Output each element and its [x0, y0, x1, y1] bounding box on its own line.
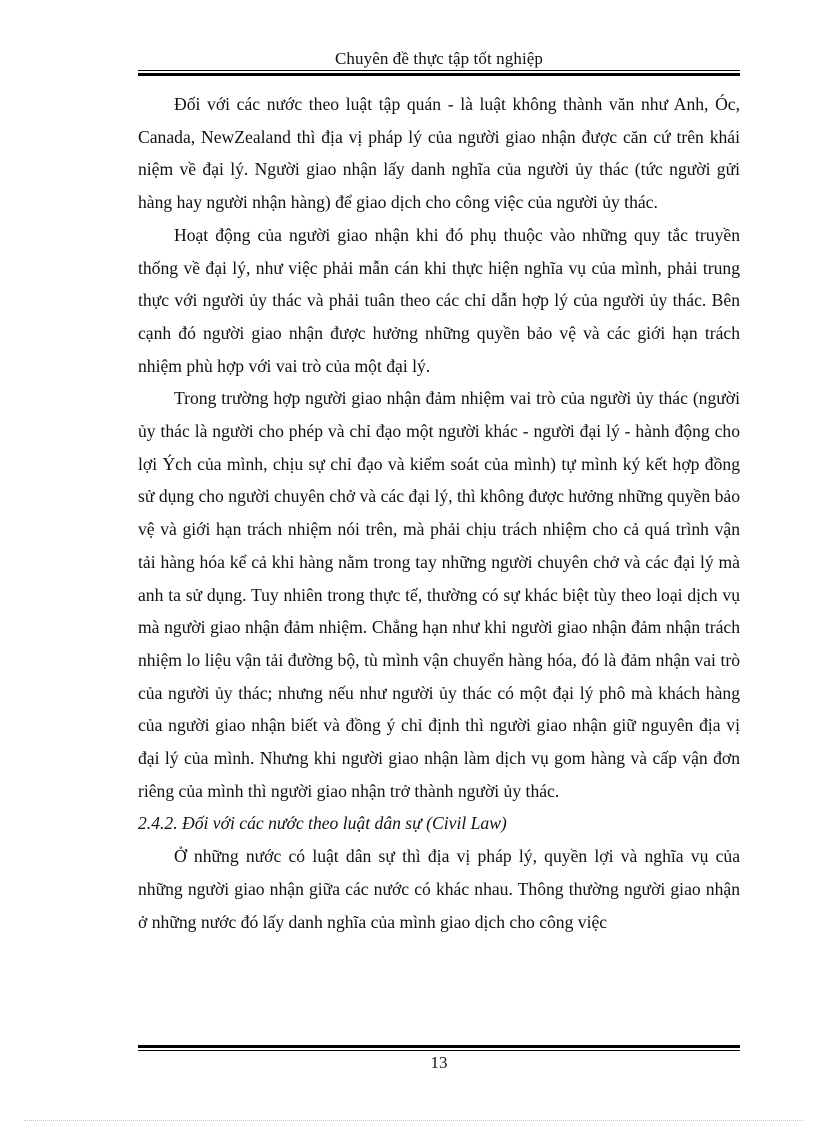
- paragraph-agent-obligations: Hoạt động của người giao nhận khi đó phụ thuộc vào những quy tắc truyền thống về đại lý, như việc phải mẫn cán khi thực hiện nghĩa vụ của mình, phải trung thực với người ủy thác và phải tuân theo các chỉ dẫn hợp lý của người ủy thác. Bên cạnh đó người giao nhận được hưởng những quyền bảo vệ và các giới hạn trách nhiệm phù hợp với vai trò của một đại lý.: [138, 224, 740, 376]
- header-title: Chuyên đề thực tập tốt nghiệp: [334, 49, 544, 68]
- paragraph-civil-law: Ở những nước có luật dân sự thì địa vị pháp lý, quyền lợi và nghĩa vụ của những người giao nhận giữa các nước có khác nhau. Thông thường người giao nhận ở những nước đó lấy danh nghĩa của mình giao dịch cho công việc: [138, 846, 740, 932]
- section-heading-civil-law: 2.4.2. Đối với các nước theo luật dân sự (Civil Law): [138, 813, 507, 834]
- page-header: [138, 48, 740, 70]
- footer-rule-thin: [138, 1050, 740, 1051]
- paragraph-common-law-intro: Đối với các nước theo luật tập quán - là luật không thành văn như Anh, Óc, Canada, NewZealand thì địa vị pháp lý của người giao nhận được căn cứ trên khái niệm về đại lý. Người giao nhận lấy danh nghĩa của người ủy thác (tức người gửi hàng hay người nhận hàng) để giao dịch cho công việc của người ủy thác.: [138, 94, 740, 213]
- footer-rule-thick: [138, 1045, 740, 1048]
- page-footer: [138, 1052, 740, 1074]
- paragraph-principal-role: Trong trường hợp người giao nhận đảm nhiệm vai trò của người ủy thác (người ủy thác là người cho phép và chỉ đạo một người khác - người đại lý - hành động cho lợi Ých của mình, chịu sự chỉ đạo và kiểm soát của mình) tự mình ký kết hợp đồng sử dụng cho người chuyên chở và các đại lý, thì không được hưởng những quyền bảo vệ và giới hạn trách nhiệm nói trên, mà phải chịu trách nhiệm cho cả quá trình vận tải hàng hóa kể cả khi hàng nằm trong tay những người chuyên chở và các đại lý mà anh ta sử dụng. Tuy nhiên trong thực tế, thường có sự khác biệt tùy theo loại dịch vụ mà người giao nhận đảm nhiệm. Chẳng hạn như khi người giao nhận đảm nhận trách nhiệm lo liệu vận tải đường bộ, tù mình vận chuyển hàng hóa, đó là đảm nhận vai trò của người ủy thác; nhưng nếu như người ủy thác có một đại lý phô mà khách hàng của người giao nhận biết và đồng ý chỉ định thì người giao nhận giữ nguyên địa vị đại lý của mình. Nhưng khi người giao nhận làm dịch vụ gom hàng và cấp vận đơn riêng của mình thì người giao nhận trở thành người ủy thác.: [138, 388, 740, 801]
- page-body: [138, 88, 740, 938]
- page-edge-divider: [24, 1120, 804, 1121]
- header-rule-thick: [138, 73, 740, 76]
- header-rule-thin: [138, 70, 740, 71]
- page-number: 13: [430, 1053, 448, 1072]
